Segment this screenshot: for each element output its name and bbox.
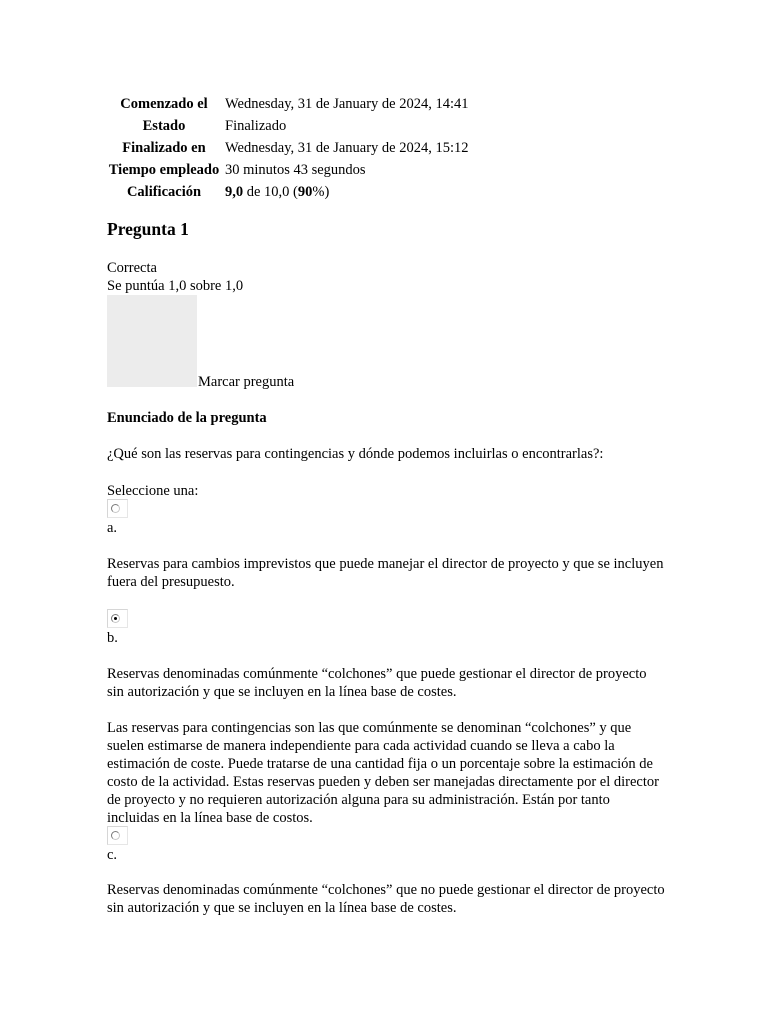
grade-out-of: de 10,0 ( xyxy=(243,184,298,200)
summary-label: Finalizado en xyxy=(122,140,206,156)
option-b-feedback: Las reservas para contingencias son las que comúnmente se denominan “colchones” y que suelen estimarse de manera independiente para cada actividad cuando se lleva a cabo la estimación de coste. Puede tratarse de una cantidad fija o un porcentaje sobre la estimación de costo de la actividad. Estas reservas pueden y deben ser manejadas directamente por el director de proyecto y no requieren autorización alguna para su administración. Están por tanto incluidas en la línea base de costos. xyxy=(107,720,659,826)
option-a-letter: a. xyxy=(107,520,118,536)
summary-label: Calificación xyxy=(126,184,202,200)
option-b-radio-frame[interactable] xyxy=(107,609,128,628)
option-b-radio-selected[interactable] xyxy=(111,614,120,623)
summary-value: Finalizado xyxy=(225,118,287,134)
summary-label: Tiempo empleado xyxy=(108,162,220,178)
grade-value xyxy=(225,181,469,203)
question-score: Se puntúa 1,0 sobre 1,0 xyxy=(107,278,244,294)
summary-row-state xyxy=(107,115,469,137)
option-a-text[interactable]: Reservas para cambios imprevistos que puede manejar el director de proyecto y que se incluyen fuera del presupuesto. xyxy=(107,556,664,590)
question-stem-heading: Enunciado de la pregunta xyxy=(107,410,267,426)
question-title: Pregunta 1 xyxy=(107,219,189,239)
option-b-letter: b. xyxy=(107,630,118,646)
option-a-radio-frame[interactable] xyxy=(107,499,128,518)
option-a-radio[interactable] xyxy=(111,504,120,513)
attempt-summary-table xyxy=(107,93,469,203)
summary-value: Wednesday, 31 de January de 2024, 14:41 xyxy=(225,96,469,112)
grade-percent: 90 xyxy=(297,184,313,200)
flag-question-link[interactable]: Marcar pregunta xyxy=(198,374,295,390)
grade-suffix: %) xyxy=(312,184,330,200)
question-stem: ¿Qué son las reservas para contingencias y dónde podemos incluirlas o encontrarlas?: xyxy=(107,446,604,462)
summary-value: 30 minutos 43 segundos xyxy=(225,162,366,178)
option-c-text[interactable]: Reservas denominadas comúnmente “colchones” que no puede gestionar el director de proyecto sin autorización y que se incluyen en la línea base de costes. xyxy=(107,882,665,916)
option-b-text[interactable]: Reservas denominadas comúnmente “colchones” que puede gestionar el director de proyecto sin autorización y que se incluyen en la línea base de costes. xyxy=(107,666,647,700)
grade-score: 9,0 xyxy=(225,184,244,200)
question-info xyxy=(107,259,243,295)
select-prompt: Seleccione una: xyxy=(107,483,199,499)
summary-label: Estado xyxy=(142,118,186,134)
summary-row-time-taken xyxy=(107,159,469,181)
summary-label: Comenzado el xyxy=(120,96,208,112)
summary-row-started xyxy=(107,93,469,115)
summary-row-finished xyxy=(107,137,469,159)
option-c-radio[interactable] xyxy=(111,831,120,840)
option-c-radio-frame[interactable] xyxy=(107,826,128,845)
question-state: Correcta xyxy=(107,260,157,276)
flag-question-icon[interactable] xyxy=(107,295,197,387)
summary-row-grade xyxy=(107,181,469,203)
option-c-letter: c. xyxy=(107,847,118,863)
summary-value: Wednesday, 31 de January de 2024, 15:12 xyxy=(225,140,469,156)
